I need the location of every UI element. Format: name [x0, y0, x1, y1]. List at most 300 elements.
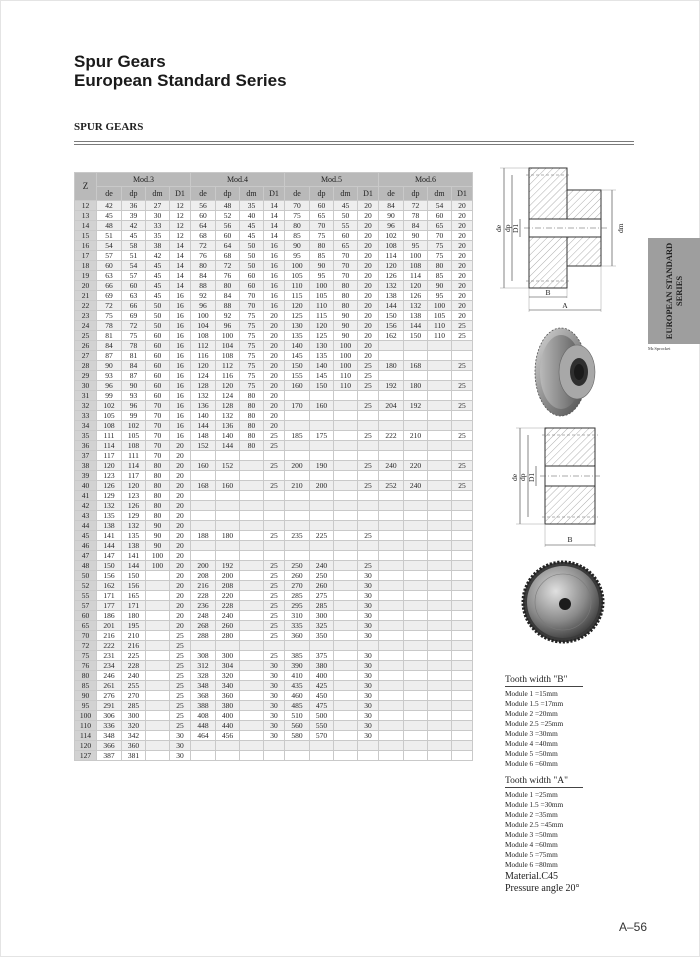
table-cell: 20 [264, 401, 285, 411]
table-cell: 75 [122, 331, 146, 341]
table-cell: 225 [310, 531, 334, 541]
table-cell: 456 [216, 731, 240, 741]
table-cell: 50 [146, 311, 170, 321]
column-header-row [75, 187, 473, 201]
table-cell [379, 711, 404, 721]
table-cell: 200 [216, 571, 240, 581]
table-cell [146, 681, 170, 691]
table-cell: 80 [240, 441, 264, 451]
table-cell: 30 [146, 211, 170, 221]
table-cell: 100 [428, 301, 452, 311]
table-cell [146, 591, 170, 601]
table-cell: 66 [97, 281, 122, 291]
table-cell [428, 431, 452, 441]
table-cell: 165 [122, 591, 146, 601]
table-cell: 110 [310, 301, 334, 311]
table-cell: 126 [97, 481, 122, 491]
table-cell: 210 [404, 431, 428, 441]
table-row [75, 361, 473, 371]
table-cell [285, 391, 310, 401]
table-cell: 300 [122, 711, 146, 721]
table-cell: 14 [170, 281, 191, 291]
label-dm: dm [616, 223, 625, 233]
table-cell [452, 531, 473, 541]
table-cell [191, 491, 216, 501]
table-cell [428, 481, 452, 491]
table-cell [358, 511, 379, 521]
tooth-count-cell: 110 [75, 721, 97, 731]
table-cell [358, 451, 379, 461]
table-cell: 75 [428, 241, 452, 251]
table-cell [452, 421, 473, 431]
table-cell: 135 [97, 511, 122, 521]
table-cell [379, 591, 404, 601]
table-cell [404, 571, 428, 581]
tooth-count-cell: 23 [75, 311, 97, 321]
table-cell: 80 [240, 431, 264, 441]
table-row [75, 591, 473, 601]
table-cell [264, 511, 285, 521]
table-cell: 144 [404, 321, 428, 331]
table-cell: 45 [146, 291, 170, 301]
table-row [75, 731, 473, 741]
table-cell: 240 [379, 461, 404, 471]
table-cell [191, 511, 216, 521]
table-cell: 144 [379, 301, 404, 311]
table-cell: 25 [358, 481, 379, 491]
table-cell [379, 751, 404, 761]
table-cell: 25 [358, 461, 379, 471]
table-cell: 30 [264, 731, 285, 741]
table-cell: 70 [146, 441, 170, 451]
table-cell: 16 [264, 291, 285, 301]
table-cell [310, 451, 334, 461]
table-cell: 25 [264, 441, 285, 451]
table-cell: 160 [285, 381, 310, 391]
table-cell [379, 681, 404, 691]
table-cell: 20 [170, 441, 191, 451]
tooth-count-cell: 26 [75, 341, 97, 351]
table-cell [146, 651, 170, 661]
table-cell: 70 [334, 261, 358, 271]
table-cell: 80 [240, 411, 264, 421]
table-cell [216, 551, 240, 561]
table-cell [379, 641, 404, 651]
table-row [75, 601, 473, 611]
table-cell: 120 [404, 281, 428, 291]
table-cell: 80 [334, 281, 358, 291]
table-cell [334, 401, 358, 411]
table-cell: 38 [146, 241, 170, 251]
table-cell: 171 [97, 591, 122, 601]
tooth-count-cell: 16 [75, 241, 97, 251]
table-cell: 16 [264, 271, 285, 281]
table-cell: 162 [379, 331, 404, 341]
table-cell: 105 [97, 411, 122, 421]
table-cell [379, 631, 404, 641]
table-cell [452, 491, 473, 501]
table-cell [216, 741, 240, 751]
label-de: de [494, 224, 503, 232]
pressure-angle-text: Pressure angle 20° [505, 883, 580, 894]
tooth-count-cell: 34 [75, 421, 97, 431]
table-cell: 93 [97, 371, 122, 381]
table-cell: 25 [170, 671, 191, 681]
table-cell: 144 [122, 561, 146, 571]
table-cell: 35 [240, 201, 264, 211]
table-cell [310, 641, 334, 651]
table-row [75, 521, 473, 531]
table-cell: 12 [170, 221, 191, 231]
table-cell: 270 [285, 581, 310, 591]
table-cell [404, 721, 428, 731]
table-cell: 90 [310, 261, 334, 271]
table-cell [379, 441, 404, 451]
table-cell: 135 [310, 351, 334, 361]
table-cell [285, 551, 310, 561]
table-cell [240, 721, 264, 731]
table-cell [334, 641, 358, 651]
table-cell: 80 [146, 491, 170, 501]
table-cell [404, 711, 428, 721]
table-cell: 100 [146, 551, 170, 561]
table-cell [334, 501, 358, 511]
table-cell [334, 571, 358, 581]
table-cell: 20 [358, 241, 379, 251]
table-cell [191, 751, 216, 761]
tooth-count-cell: 52 [75, 581, 97, 591]
tooth-count-cell: 41 [75, 491, 97, 501]
table-cell: 110 [285, 281, 310, 291]
table-cell [240, 551, 264, 561]
note-line: Module 6 =60mm [505, 759, 558, 768]
table-cell: 16 [170, 381, 191, 391]
table-cell: 464 [191, 731, 216, 741]
tooth-count-cell: 33 [75, 411, 97, 421]
table-cell: 120 [216, 381, 240, 391]
table-cell: 14 [170, 261, 191, 271]
group-header-mod3: Mod.3 [97, 173, 191, 187]
table-cell: 25 [264, 651, 285, 661]
table-cell [334, 531, 358, 541]
table-cell: 30 [358, 691, 379, 701]
label-b: B [545, 288, 551, 297]
table-cell: 72 [97, 301, 122, 311]
table-cell: 45 [97, 211, 122, 221]
table-cell: 20 [452, 221, 473, 231]
column-header: de [379, 187, 404, 201]
tooth-width-b-heading: Tooth width "B" [505, 675, 583, 687]
table-cell: 108 [122, 441, 146, 451]
table-cell: 124 [216, 391, 240, 401]
table-cell: 20 [264, 421, 285, 431]
table-cell: 66 [122, 301, 146, 311]
table-row [75, 291, 473, 301]
table-cell: 108 [216, 351, 240, 361]
table-cell [428, 591, 452, 601]
table-cell [334, 591, 358, 601]
table-cell: 180 [216, 531, 240, 541]
table-cell: 240 [404, 481, 428, 491]
table-cell [146, 741, 170, 751]
table-cell: 30 [358, 611, 379, 621]
note-line: Module 4 =60mm [505, 840, 558, 849]
table-cell: 129 [122, 511, 146, 521]
side-tab-line-2: SERIES [674, 275, 684, 307]
table-cell [146, 641, 170, 651]
table-cell: 20 [170, 451, 191, 461]
table-cell: 20 [452, 261, 473, 271]
table-cell [428, 471, 452, 481]
table-cell: 25 [170, 711, 191, 721]
table-cell: 90 [428, 281, 452, 291]
table-cell: 25 [264, 581, 285, 591]
table-cell [379, 611, 404, 621]
table-cell [334, 721, 358, 731]
table-cell: 20 [452, 281, 473, 291]
tooth-width-a-notes [505, 776, 583, 870]
tooth-count-cell: 31 [75, 391, 97, 401]
table-cell [428, 501, 452, 511]
table-cell: 92 [216, 311, 240, 321]
note-line: Module 1.5 =30mm [505, 800, 564, 809]
table-cell [285, 751, 310, 761]
table-cell: 16 [170, 361, 191, 371]
table-cell: 20 [170, 601, 191, 611]
table-cell: 380 [310, 661, 334, 671]
table-cell: 120 [285, 301, 310, 311]
tooth-count-cell: 32 [75, 401, 97, 411]
table-row [75, 281, 473, 291]
table-row [75, 711, 473, 721]
tooth-count-cell: 18 [75, 261, 97, 271]
table-cell: 123 [97, 471, 122, 481]
table-cell: 12 [170, 211, 191, 221]
table-cell [452, 541, 473, 551]
table-cell: 60 [146, 341, 170, 351]
table-row [75, 571, 473, 581]
table-row [75, 211, 473, 221]
note-line: Module 1.5 =17mm [505, 699, 564, 708]
table-cell: 99 [122, 411, 146, 421]
table-cell: 45 [240, 221, 264, 231]
table-cell [404, 441, 428, 451]
table-cell: 20 [264, 351, 285, 361]
table-cell [452, 501, 473, 511]
table-cell [404, 701, 428, 711]
table-cell: 20 [452, 211, 473, 221]
table-cell: 36 [122, 201, 146, 211]
table-cell: 30 [358, 571, 379, 581]
table-cell: 20 [358, 321, 379, 331]
table-cell [216, 501, 240, 511]
table-cell: 16 [170, 431, 191, 441]
table-cell: 130 [310, 341, 334, 351]
table-cell [428, 411, 452, 421]
table-cell [404, 681, 428, 691]
table-cell: 200 [310, 481, 334, 491]
table-cell: 100 [404, 251, 428, 261]
table-cell: 39 [122, 211, 146, 221]
table-cell [310, 741, 334, 751]
table-cell: 30 [264, 701, 285, 711]
table-cell [379, 731, 404, 741]
table-cell: 25 [170, 721, 191, 731]
table-cell: 25 [264, 621, 285, 631]
table-cell: 75 [240, 361, 264, 371]
table-cell [379, 341, 404, 351]
table-cell: 25 [452, 461, 473, 471]
table-cell [334, 551, 358, 561]
table-cell [240, 531, 264, 541]
table-cell: 51 [122, 251, 146, 261]
table-cell: 115 [285, 291, 310, 301]
table-cell: 275 [310, 591, 334, 601]
table-cell: 30 [358, 721, 379, 731]
table-cell: 81 [97, 331, 122, 341]
table-cell [358, 471, 379, 481]
table-cell: 116 [191, 351, 216, 361]
table-cell [334, 561, 358, 571]
table-cell: 96 [122, 401, 146, 411]
table-cell: 16 [170, 341, 191, 351]
table-cell [240, 451, 264, 461]
table-cell [428, 731, 452, 741]
table-cell [452, 671, 473, 681]
table-cell: 45 [122, 231, 146, 241]
table-cell: 400 [216, 711, 240, 721]
table-cell: 70 [334, 271, 358, 281]
table-cell: 448 [191, 721, 216, 731]
table-cell: 30 [264, 681, 285, 691]
table-cell: 260 [285, 571, 310, 581]
material-info [505, 871, 580, 895]
table-cell [310, 521, 334, 531]
table-cell: 252 [379, 481, 404, 491]
table-cell: 140 [191, 411, 216, 421]
table-cell [264, 551, 285, 561]
table-cell [264, 471, 285, 481]
table-cell [404, 611, 428, 621]
table-cell [240, 691, 264, 701]
table-cell: 150 [379, 311, 404, 321]
table-cell: 20 [358, 311, 379, 321]
table-cell: 128 [216, 401, 240, 411]
table-cell [264, 541, 285, 551]
table-cell [428, 551, 452, 561]
hub-gear-photo [527, 322, 605, 420]
table-cell: 117 [97, 451, 122, 461]
table-cell [428, 601, 452, 611]
table-row [75, 261, 473, 271]
table-cell: 50 [146, 321, 170, 331]
table-cell [452, 701, 473, 711]
side-tab-line-1: EUROPEAN STANDARD [664, 242, 674, 340]
table-cell [334, 451, 358, 461]
tooth-count-cell: 127 [75, 751, 97, 761]
table-cell [310, 551, 334, 561]
table-cell: 132 [122, 521, 146, 531]
table-cell: 150 [404, 331, 428, 341]
table-cell [310, 471, 334, 481]
table-cell: 80 [240, 401, 264, 411]
tooth-count-cell: 28 [75, 361, 97, 371]
table-cell [240, 501, 264, 511]
table-cell: 30 [358, 701, 379, 711]
table-cell: 20 [358, 211, 379, 221]
table-cell: 20 [358, 221, 379, 231]
table-cell: 30 [358, 731, 379, 741]
table-cell: 60 [146, 371, 170, 381]
table-cell: 72 [191, 241, 216, 251]
table-cell: 120 [310, 321, 334, 331]
table-cell [240, 621, 264, 631]
table-cell: 366 [97, 741, 122, 751]
table-cell: 96 [191, 301, 216, 311]
table-cell: 380 [216, 701, 240, 711]
table-cell: 50 [240, 241, 264, 251]
table-cell: 20 [452, 231, 473, 241]
table-cell [379, 581, 404, 591]
column-header: dm [428, 187, 452, 201]
table-cell [379, 701, 404, 711]
table-cell: 20 [452, 301, 473, 311]
table-cell [310, 511, 334, 521]
table-cell: 60 [122, 281, 146, 291]
table-row [75, 581, 473, 591]
table-cell [240, 541, 264, 551]
table-cell [191, 551, 216, 561]
table-cell [404, 391, 428, 401]
table-cell: 140 [216, 431, 240, 441]
tooth-count-cell: 114 [75, 731, 97, 741]
table-cell: 90 [285, 241, 310, 251]
table-cell: 288 [191, 631, 216, 641]
table-cell: 140 [285, 341, 310, 351]
table-cell: 204 [379, 401, 404, 411]
table-cell: 112 [191, 341, 216, 351]
table-cell [334, 441, 358, 451]
table-cell [428, 611, 452, 621]
table-cell: 70 [146, 401, 170, 411]
table-cell [428, 451, 452, 461]
table-cell: 20 [264, 321, 285, 331]
table-cell: 75 [240, 331, 264, 341]
table-cell: 231 [97, 651, 122, 661]
table-cell: 100 [310, 281, 334, 291]
table-cell [240, 481, 264, 491]
table-cell: 225 [122, 651, 146, 661]
table-cell [285, 471, 310, 481]
table-cell: 70 [310, 221, 334, 231]
table-row [75, 331, 473, 341]
table-row [75, 531, 473, 541]
table-cell: 96 [97, 381, 122, 391]
table-cell [264, 751, 285, 761]
table-cell [452, 411, 473, 421]
table-cell: 90 [404, 231, 428, 241]
table-row [75, 221, 473, 231]
table-cell: 192 [404, 401, 428, 411]
table-cell [452, 391, 473, 401]
table-cell [334, 411, 358, 421]
table-cell: 105 [122, 431, 146, 441]
table-cell: 147 [97, 551, 122, 561]
table-cell: 42 [146, 251, 170, 261]
table-cell [379, 571, 404, 581]
table-cell: 84 [379, 201, 404, 211]
table-cell: 25 [358, 531, 379, 541]
